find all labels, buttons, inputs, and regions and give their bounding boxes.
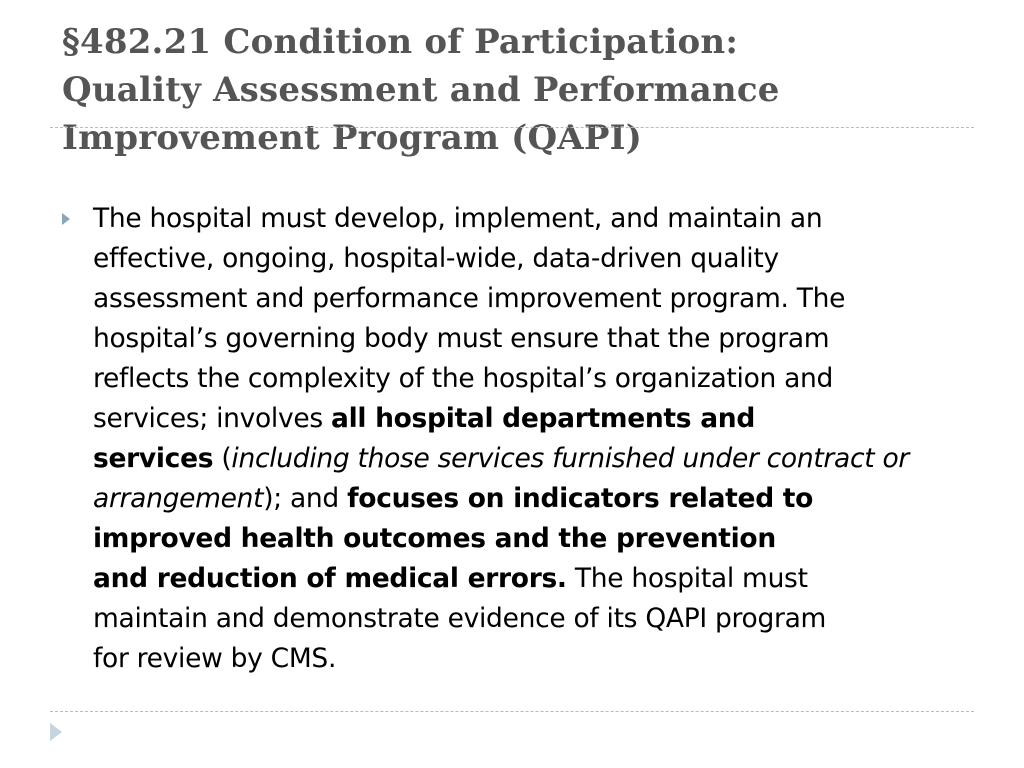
body-line: The hospital must develop, implement, and maintain an — [93, 203, 823, 234]
body-text-bold: all hospital departments and — [331, 403, 756, 434]
body-line — [93, 399, 978, 439]
body-line — [93, 559, 978, 599]
body-line — [93, 479, 978, 519]
bullet-text — [93, 199, 978, 679]
next-slide-icon[interactable] — [50, 723, 62, 741]
body-text-plain: The hospital must — [566, 563, 808, 594]
body-line: maintain and demonstrate evidence of its QAPI program — [93, 603, 827, 634]
body-text-italic: including those services furnished under contract or — [231, 443, 909, 474]
body-line: assessment and performance improvement program. The — [93, 283, 846, 314]
body-text-plain: ( — [213, 443, 232, 474]
body-text-bold: and reduction of medical errors. — [93, 563, 567, 594]
body-text-bold: improved health outcomes and the prevention — [93, 523, 776, 554]
body-line: reflects the complexity of the hospital’s organization and — [93, 363, 834, 394]
title-line-3: Improvement Program (QAPI) — [62, 118, 643, 158]
body-line: for review by CMS. — [93, 643, 337, 674]
body-text-italic: arrangement — [93, 483, 264, 514]
body-line — [93, 519, 978, 559]
body-line — [93, 439, 978, 479]
slide-title — [62, 18, 992, 162]
body-text-bold: focuses on indicators related to — [347, 483, 814, 514]
body-line: hospital’s governing body must ensure that the program — [93, 323, 830, 354]
title-line-2: Quality Assessment and Performance — [62, 70, 780, 110]
body-text-bold: services — [93, 443, 214, 474]
body-line: effective, ongoing, hospital-wide, data-driven quality — [93, 243, 779, 274]
body-text-plain: ); and — [263, 483, 348, 514]
title-line-1: §482.21 Condition of Participation: — [62, 22, 739, 62]
footer-divider — [50, 711, 974, 712]
title-divider — [50, 127, 974, 128]
triangle-right-icon — [62, 213, 70, 225]
body-text-plain: services; involves — [93, 403, 332, 434]
